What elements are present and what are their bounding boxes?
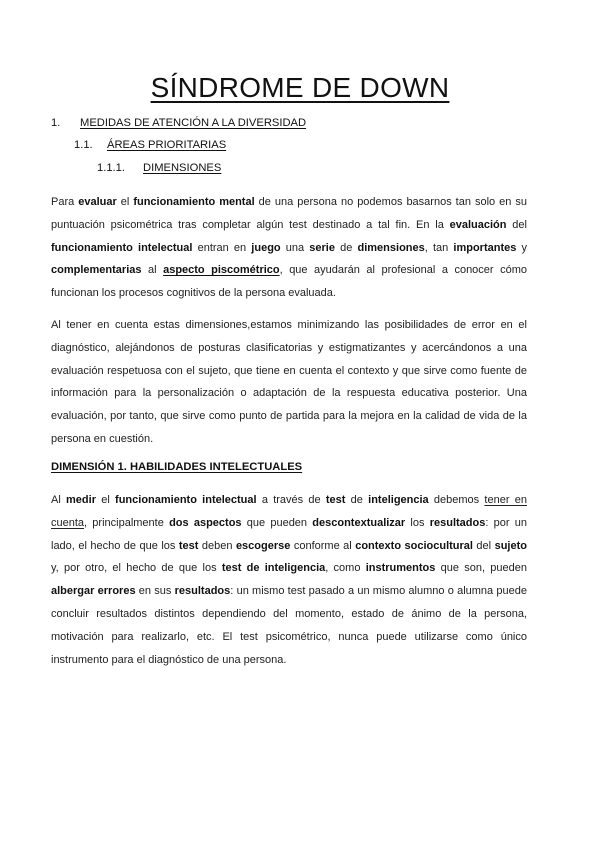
heading-2-number: 1.1. <box>74 139 93 151</box>
paragraph-dimensiones-benefits: Al tener en cuenta estas dimensiones,estamos minimizando las posibilidades de error en el diagnóstico, alejándonos de posturas clasificatorias y estigmatizantes y acercándonos a una evaluación respetuosa con el sujeto, que tiene en cuenta el contexto y que sirve como fuente de información para la personalización o adaptación de la respuesta educativa posterior. Una evaluación, por tanto, que sirve como punto de partida para la mejora en la calidad de vida de la persona en cuestión. <box>51 319 527 445</box>
heading-1-number: 1. <box>51 117 61 129</box>
heading-2-text: ÁREAS PRIORITARIAS <box>107 139 227 151</box>
heading-1-text: MEDIDAS DE ATENCIÓN A LA DIVERSIDAD <box>80 117 307 129</box>
heading-level-2 <box>74 139 226 151</box>
document-title: SÍNDROME DE DOWN <box>150 72 450 103</box>
heading-3-text: DIMENSIONES <box>143 162 222 174</box>
paragraph-dimensiones-intro: Para evaluar el funcionamiento mental de una persona no podemos basarnos tan solo en su puntuación psicométrica tras completar algún test destinado a tal fin. En la evaluación del funcionamiento intelectual entran en juego una serie de dimensiones, tan importantes y complementarias al aspecto piscométrico, que ayudarán al profesional a conocer cómo funcionan los procesos cognitivos de la persona evaluada. <box>51 196 527 300</box>
heading-level-1 <box>51 117 306 129</box>
link-tener-en-cuenta: tener en cuenta <box>51 494 527 529</box>
paragraph-habilidades-intelectuales: Al medir el funcionamiento intelectual a través de test de inteligencia debemos tener en cuenta, principalmente dos aspectos que pueden descontextualizar los resultados: por un lado, el hecho de que los test deben escogerse conforme al contexto sociocultural del sujeto y, por otro, el hecho de que los test de inteligencia, como instrumentos que son, pueden albergar errores en sus resultados: un mismo test pasado a un mismo alumno o alumna puede concluir resultados distintos dependiendo del momento, estado de ánimo de la persona, motivación para realizarlo, etc. El test psicométrico, nunca puede utilizarse como único instrumento para el diagnóstico de una persona. <box>51 494 527 666</box>
subheading-dimension-1: DIMENSIÓN 1. HABILIDADES INTELECTUALES <box>51 461 303 473</box>
heading-3-number: 1.1.1. <box>97 162 125 174</box>
heading-level-3 <box>97 162 221 174</box>
link-aspecto-piscometrico: aspecto piscométrico <box>163 264 280 277</box>
